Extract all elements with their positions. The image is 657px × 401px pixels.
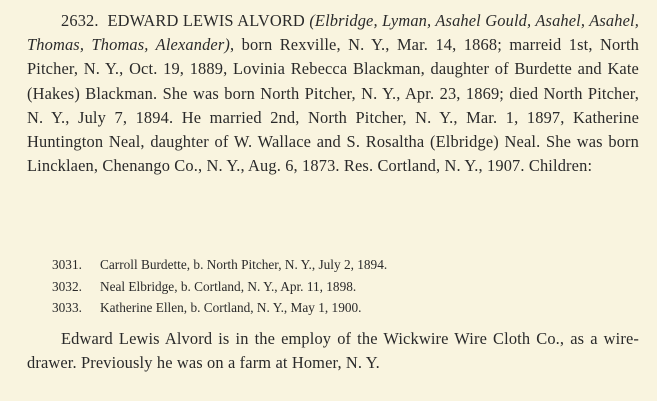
entry-body: , born Rexville, N. Y., Mar. 14, 1868; marreid 1st, North Pitcher, N. Y., Oct. 19, 1889, Lovinia Rebecca Blackman, daughter of Burdette and Kate (Hakes) Blackman. She was born North Pitcher, N. Y., Apr. 23, 1869; died North Pitcher, N. Y., July 7, 1894. He married 2nd, North Pitcher, N. Y., Mar. 1, 1897, Katherine Huntington Neal, daughter of W. Wallace and S. Rosaltha (Elbridge) Neal. She was born Lincklaen, Chenango Co., N. Y., Aug. 6, 1873. Res. Cortland, N. Y., 1907. Children: <box>27 35 639 176</box>
child-text: Carroll Burdette, b. North Pitcher, N. Y., July 2, 1894. <box>100 257 388 272</box>
child-text: Neal Elbridge, b. Cortland, N. Y., Apr. 11, 1898. <box>100 278 357 294</box>
genealogy-entry <box>27 9 639 178</box>
entry-genealogy: (Elbridge, Lyman, Asahel Gould, Asahel, Asahel, Thomas, Thomas, Alexander) <box>27 11 640 55</box>
entry-number: 2632. <box>61 11 99 30</box>
child-number: 3032. <box>52 278 82 294</box>
entry-name: EDWARD LEWIS ALVORD <box>107 11 305 30</box>
entry-paragraph <box>27 9 639 178</box>
child-item <box>52 297 612 319</box>
child-number: 3031. <box>52 257 82 272</box>
child-item <box>52 254 612 276</box>
child-item <box>52 276 612 298</box>
child-text: Katherine Ellen, b. Cortland, N. Y., May 1, 1900. <box>100 300 362 316</box>
children-list <box>52 254 612 319</box>
child-number: 3033. <box>52 300 82 316</box>
employment-note: Edward Lewis Alvord is in the employ of the Wickwire Wire Cloth Co., as a wire-drawer. Previously he was on a farm at Homer, N. Y. <box>27 329 639 372</box>
